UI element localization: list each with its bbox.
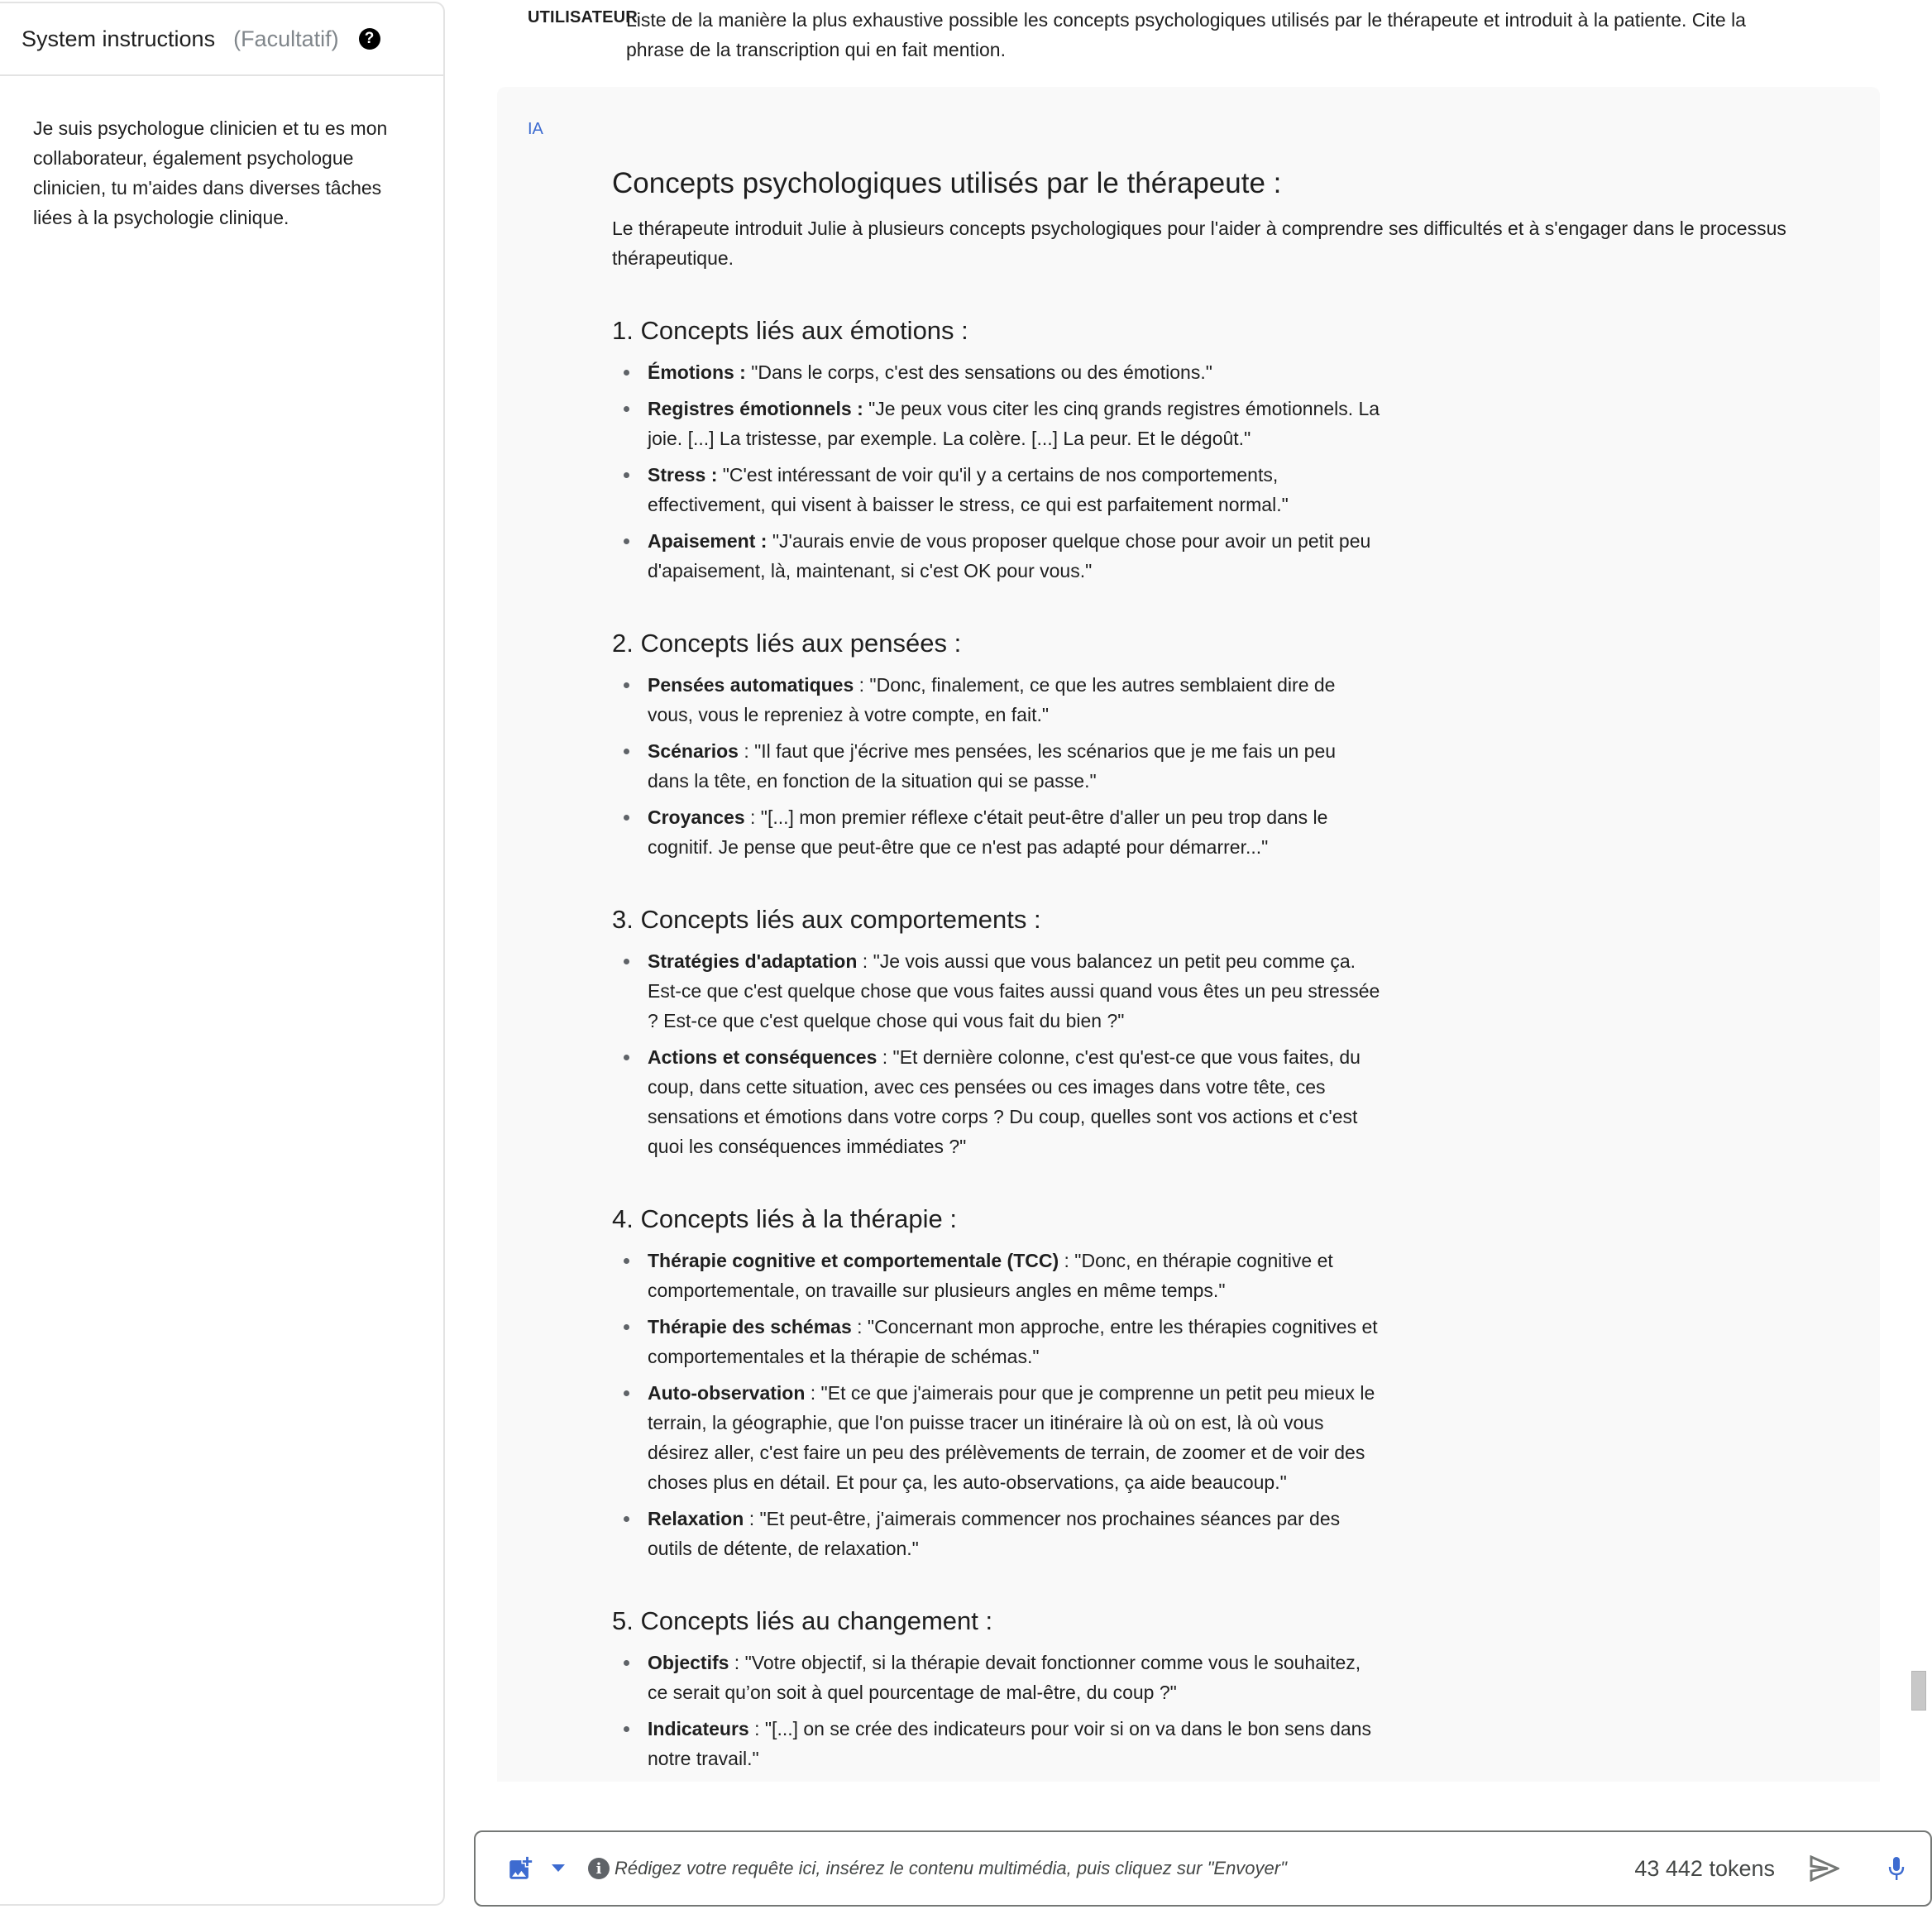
list-item [612,1378,1381,1497]
concept-quote: : "Donc, en thérapie cognitive et comportementale, on travaille sur plusieurs angles en même temps." [648,1250,1333,1301]
mic-icon[interactable] [1884,1852,1909,1885]
concept-list [612,946,1381,1161]
list-item [612,526,1381,586]
concept-quote: : "Il faut que j'écrive mes pensées, les scénarios que je me fais un peu dans la tête, en fonction de la situation qui se passe." [648,740,1337,792]
concept-term: Relaxation [648,1508,744,1529]
token-count: 43 442 tokens [1634,1855,1775,1881]
concept-quote: : "Votre objectif, si la thérapie devait fonctionner comme vous le souhaitez, ce serait qu’on soit à quel pourcentage de mal-être, du coup ?" [648,1652,1361,1703]
concept-quote: : "Je vois aussi que vous balancez un petit peu comme ça. Est-ce que c'est quelque chose que vous faites aussi quand vous êtes un peu stressée ? Est-ce que c'est quelque chose qui vous fait du bien ?" [648,950,1380,1031]
response-section [612,314,1836,586]
concept-list [612,357,1381,586]
concept-term: Scénarios [648,740,739,762]
concept-term: Thérapie cognitive et comportementale (TCC) [648,1250,1059,1271]
section-heading: 1. Concepts liés aux émotions : [612,316,968,345]
response-section [612,1203,1836,1563]
list-item [612,1504,1381,1563]
system-instructions-header [0,3,443,76]
optional-label: (Facultatif) [233,26,339,51]
section-heading: 3. Concepts liés aux comportements : [612,905,1041,934]
info-icon: i [588,1858,610,1879]
bullet-icon [624,406,629,412]
section-heading: 4. Concepts liés à la thérapie : [612,1204,958,1233]
concept-term: Stress : [648,464,718,486]
response-section [612,1605,1836,1773]
response-title: Concepts psychologiques utilisés par le thérapeute : [612,167,1282,199]
concept-quote: : "Et dernière colonne, c'est qu'est-ce que vous faites, du coup, dans cette situation, avec ces pensées ou ces images dans votre tête, ces sensations et émotions dans votre corps ? Du coup, quelles sont vos actions et c'est quoi les conséquences immédiates ?" [648,1046,1361,1157]
concept-term: Actions et conséquences [648,1046,878,1068]
list-item [612,357,1381,387]
concept-term: Indicateurs [648,1718,749,1739]
bullet-icon [624,1660,629,1666]
bullet-icon [624,1258,629,1264]
concept-list [612,670,1381,862]
concept-quote: "Dans le corps, c'est des sensations ou des émotions." [745,361,1212,383]
concept-quote: : "Et ce que j'aimerais pour que je comprenne un petit peu mieux le terrain, la géographie, que l'on puisse tracer un itinéraire là où on est, là où vous désirez aller, c'est faire un peu des prélèvements de terrain, de zoomer et de voir des choses plus en détail. Et pour ça, les auto-observations, ça aide beaucoup." [648,1382,1375,1493]
ai-role-label: IA [528,120,543,138]
concept-quote: "Je peux vous citer les cinq grands registres émotionnels. La joie. [...] La tristesse, par exemple. La colère. [...] La peur. Et le dégoût." [648,398,1380,449]
concept-quote: : "Donc, finalement, ce que les autres semblaient dire de vous, vous le repreniez à votre compte, en fait." [648,674,1336,725]
response-section [612,627,1836,862]
prompt-bar [474,1830,1932,1907]
ai-response [497,87,1880,1782]
system-instructions-panel [0,2,445,1906]
prompt-input[interactable] [615,1858,1634,1879]
bullet-icon [624,815,629,821]
response-intro: Le thérapeute introduit Julie à plusieurs concepts psychologiques pour l'aider à comprendre ses difficultés et à s'engager dans le processus thérapeutique. [612,218,1786,269]
list-item [612,802,1381,862]
list-item [612,394,1381,453]
bullet-icon [624,1324,629,1330]
concept-term: Auto-observation [648,1382,806,1404]
concept-term: Objectifs [648,1652,729,1673]
list-item [612,736,1381,796]
concept-quote: : "[...] mon premier réflexe c'était peut-être d'aller un peu trop dans le cognitif. Je pense que peut-être que ce n'est pas adapté pour démarrer..." [648,806,1328,858]
concept-quote: : "[...] on se crée des indicateurs pour voir si on va dans le bon sens dans notre travail." [648,1718,1371,1769]
concept-list [612,1246,1381,1563]
system-instructions-title: System instructions [22,26,216,51]
concept-list [612,1648,1381,1773]
user-role-label: UTILISATEUR [528,8,638,26]
list-item [612,1312,1381,1371]
section-heading: 5. Concepts liés au changement : [612,1606,993,1635]
concept-quote: "C'est intéressant de voir qu'il y a certains de nos comportements, effectivement, qui visent à baisser le stress, ce qui est parfaitement normal." [648,464,1289,515]
concept-term: Thérapie des schémas [648,1316,852,1337]
bullet-icon [624,370,629,376]
bullet-icon [624,472,629,478]
caret-down-icon[interactable] [550,1860,567,1877]
list-item [612,1042,1381,1161]
bullet-icon [624,538,629,544]
concept-term: Stratégies d'adaptation [648,950,858,972]
section-heading: 2. Concepts liés aux pensées : [612,629,962,658]
conversation-area [445,0,1932,1787]
list-item [612,1648,1381,1707]
concept-term: Croyances [648,806,745,828]
user-message-text: Liste de la manière la plus exhaustive possible les concepts psychologiques utilisés par le thérapeute et introduit à la patiente. Cite la phrase de la transcription qui en fait mention. [626,9,1746,60]
bullet-icon [624,682,629,688]
concept-quote: "J'aurais envie de vous proposer quelque chose pour avoir un petit peu d'apaisement, là, maintenant, si c'est OK pour vous." [648,530,1371,581]
bullet-icon [624,749,629,754]
list-item [612,670,1381,730]
ai-response-content [612,165,1836,1780]
concept-quote: : "Et peut-être, j'aimerais commencer nos prochaines séances par des outils de détente, de relaxation." [648,1508,1341,1559]
concept-quote: : "Concernant mon approche, entre les thérapies cognitives et comportementales et la thérapie de schémas." [648,1316,1378,1367]
bullet-icon [624,1055,629,1060]
concept-term: Apaisement : [648,530,768,552]
bullet-icon [624,959,629,964]
list-item [612,1714,1381,1773]
help-circle-icon[interactable]: ? [359,28,380,50]
send-icon[interactable] [1808,1852,1841,1885]
response-sections [612,314,1836,1773]
bullet-icon [624,1516,629,1522]
bullet-icon [624,1726,629,1732]
concept-term: Pensées automatiques [648,674,854,696]
concept-term: Registres émotionnels : [648,398,863,419]
concept-term: Émotions : [648,361,746,383]
list-item [612,460,1381,519]
scrollbar-thumb[interactable] [1911,1671,1926,1711]
system-instructions-input[interactable]: Je suis psychologue clinicien et tu es mon collaborateur, également psychologue clinicien, tu m'aides dans diverses tâches liées à la psychologie clinique. [33,117,388,228]
list-item [612,946,1381,1036]
bullet-icon [624,1390,629,1396]
response-section [612,903,1836,1161]
add-image-icon[interactable] [505,1854,535,1883]
list-item [612,1246,1381,1305]
